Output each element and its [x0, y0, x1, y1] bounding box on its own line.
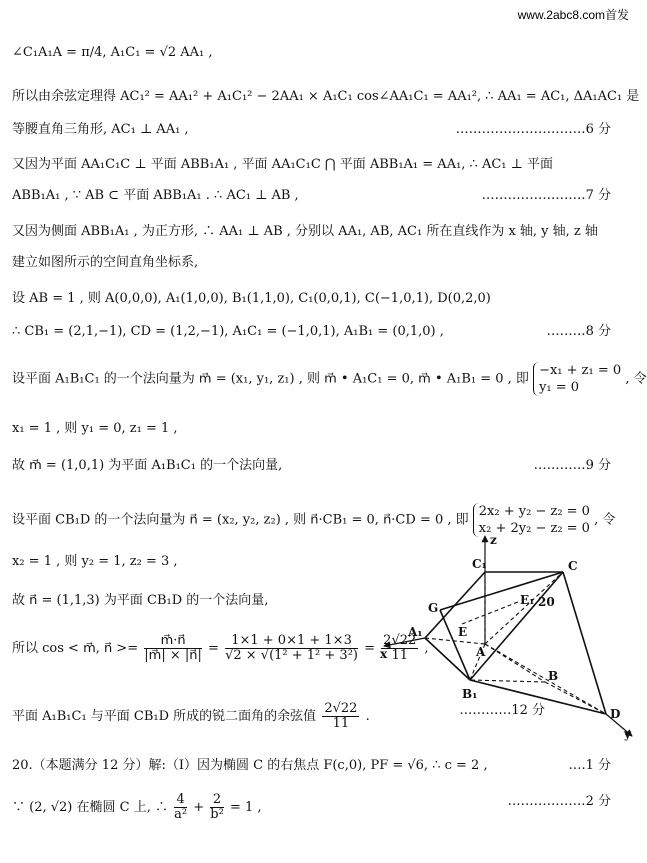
label-c: C	[568, 559, 578, 573]
score-6: …………………………6 分	[455, 122, 611, 137]
fraction-num: 4	[174, 793, 187, 808]
edge-c-d	[563, 572, 606, 714]
text-line-17-tail: .	[365, 709, 370, 724]
system-1-eq-1: −x₁ + z₁ = 0	[539, 363, 622, 378]
equals-sign: =	[364, 641, 376, 656]
label-a1: A₁	[408, 625, 423, 639]
text-line-3-body: 等腰直角三角形, AC₁ ⊥ AA₁ ,	[12, 122, 189, 137]
text-line-7: 建立如图所示的空间直角坐标系,	[12, 255, 199, 270]
system-2-eq-2: x₂ + 2y₂ − z₂ = 0	[478, 521, 590, 536]
text-line-14: x₂ = 1 , 则 y₂ = 1, z₂ = 3 ,	[12, 554, 178, 569]
axis-x	[384, 638, 425, 646]
fraction-2-b2	[210, 793, 224, 822]
label-b1: B₁	[462, 687, 478, 701]
score-20-1: ….1 分	[568, 758, 611, 773]
fraction-den: 11	[391, 648, 408, 663]
text-line-12-body: 故 m⃗ = (1,0,1) 为平面 A₁B₁C₁ 的一个法向量,	[12, 458, 283, 473]
text-line-1: ∠C₁A₁A = π/4, A₁C₁ = √2 AA₁ ,	[12, 45, 213, 60]
label-20: 20	[538, 595, 555, 609]
text-line-17-pre: 平面 A₁B₁C₁ 与平面 CB₁D 所成的锐二面角的余弦值	[12, 709, 317, 724]
edge-b-d	[545, 682, 606, 714]
text-line-15: 故 n⃗ = (1,1,3) 为平面 CB₁D 的一个法向量,	[12, 593, 269, 608]
equation-system-1	[533, 362, 621, 396]
system-2-eq-1: 2x₂ + y₂ − z₂ = 0	[478, 504, 590, 519]
fraction-den: a²	[174, 807, 188, 822]
fraction-den: 11	[332, 716, 350, 731]
fraction-num: 2√22	[324, 701, 358, 716]
text-line-18	[12, 757, 625, 775]
fraction-den: |m⃗| × |n⃗|	[144, 648, 202, 663]
label-g: G	[428, 601, 439, 615]
score-8: ………8 分	[546, 324, 611, 339]
text-line-4: 又因为平面 AA₁C₁C ⊥ 平面 ABB₁A₁ , 平面 AA₁C₁C ⋂ 平面 ABB₁A₁ = AA₁, ∴ AC₁ ⊥ 平面	[12, 157, 553, 172]
edge-b1-d	[470, 680, 606, 714]
text-line-13-body: 设平面 CB₁D 的一个法向量为 n⃗ = (x₂, y₂, z₂) , 则 n⃗·CB₁ = 0, n⃗·CD = 0 , 即	[12, 512, 469, 528]
text-line-3	[12, 121, 625, 139]
text-line-13-tail: , 令	[594, 512, 616, 528]
text-line-10	[12, 362, 647, 396]
fraction-cos-calc	[225, 634, 358, 663]
fraction-den: b²	[210, 807, 224, 822]
text-line-12	[12, 457, 625, 475]
text-line-11: x₁ = 1 , 则 y₁ = 0, z₁ = 1 ,	[12, 421, 178, 436]
fraction-den: √2 × √(1² + 1² + 3²)	[225, 648, 358, 663]
edge-a1-b1	[425, 638, 470, 680]
label-a: A	[476, 645, 486, 659]
text-line-5-body: ABB₁A₁ , ∵ AB ⊂ 平面 ABB₁A₁ . ∴ AC₁ ⊥ AB ,	[12, 188, 299, 203]
edge-b-b1	[470, 680, 545, 682]
text-line-19-tail: = 1 ,	[229, 800, 262, 815]
text-line-9	[12, 323, 625, 341]
label-z: z	[490, 533, 497, 547]
fraction-num: m⃗·n⃗	[144, 634, 202, 649]
score-9: …………9 分	[533, 458, 611, 473]
text-line-2: 所以由余弦定理得 AC₁² = AA₁² + A₁C₁² − 2AA₁ × A₁C₁ cos∠AA₁C₁ = AA₁², ∴ AA₁ = AC₁, ΔA₁AC₁ 是	[12, 89, 640, 104]
label-d: D	[610, 707, 621, 721]
label-c1: C₁	[472, 557, 487, 571]
text-line-16-tail: ,	[424, 641, 429, 656]
fraction-num: 2√22	[383, 633, 417, 648]
label-y: y	[624, 727, 631, 741]
edge-e-e1	[462, 602, 518, 624]
text-line-5	[12, 187, 625, 205]
score-20-2: ………………2 分	[507, 794, 611, 809]
text-line-16-pre: 所以 cos < m⃗, n⃗ >=	[12, 641, 139, 656]
label-e: E	[458, 625, 468, 639]
label-b: B	[548, 669, 559, 683]
text-line-8: 设 AB = 1 , 则 A(0,0,0), A₁(1,0,0), B₁(1,1,0), C₁(0,0,1), C(−1,0,1), D(0,2,0)	[12, 291, 491, 306]
fraction-cos-def	[144, 634, 202, 663]
text-line-10-tail: , 令	[625, 371, 647, 387]
edge-g-b1	[440, 610, 470, 680]
text-line-6: 又因为侧面 ABB₁A₁ , 为正方形, ∴ AA₁ ⊥ AB , 分别以 AA₁, AB, AC₁ 所在直线作为 x 轴, y 轴, z 轴	[12, 224, 598, 239]
label-e1: E₁	[520, 593, 535, 607]
fraction-4-a2	[174, 793, 187, 822]
equals-sign: =	[208, 641, 219, 656]
system-1-eq-2: y₁ = 0	[539, 380, 580, 395]
text-line-18-body: 20.（本题满分 12 分）解:（Ⅰ）因为椭圆 C 的右焦点 F(c,0), PF = √6, ∴ c = 2 ,	[12, 758, 488, 773]
fraction-num: 1×1 + 0×1 + 1×3	[225, 634, 358, 649]
fraction-num: 2	[210, 793, 224, 808]
plus-sign: +	[193, 800, 205, 815]
text-line-19	[12, 793, 625, 822]
label-x: x	[380, 647, 388, 661]
score-12: …………12 分	[459, 703, 545, 718]
fraction-answer	[322, 702, 359, 731]
text-line-19-pre: ∵ (2, √2) 在椭圆 C 上, ∴	[12, 800, 168, 815]
geometry-diagram	[378, 532, 636, 742]
watermark: www.2abc8.com首发	[517, 8, 629, 22]
text-line-9-body: ∴ CB₁ = (2,1,−1), CD = (1,2,−1), A₁C₁ = (−1,0,1), A₁B₁ = (0,1,0) ,	[12, 324, 444, 339]
text-line-10-body: 设平面 A₁B₁C₁ 的一个法向量为 m⃗ = (x₁, y₁, z₁) , 则 m⃗ • A₁C₁ = 0, m⃗ • A₁B₁ = 0 , 即	[12, 371, 529, 387]
score-7: ……………………7 分	[481, 188, 611, 203]
